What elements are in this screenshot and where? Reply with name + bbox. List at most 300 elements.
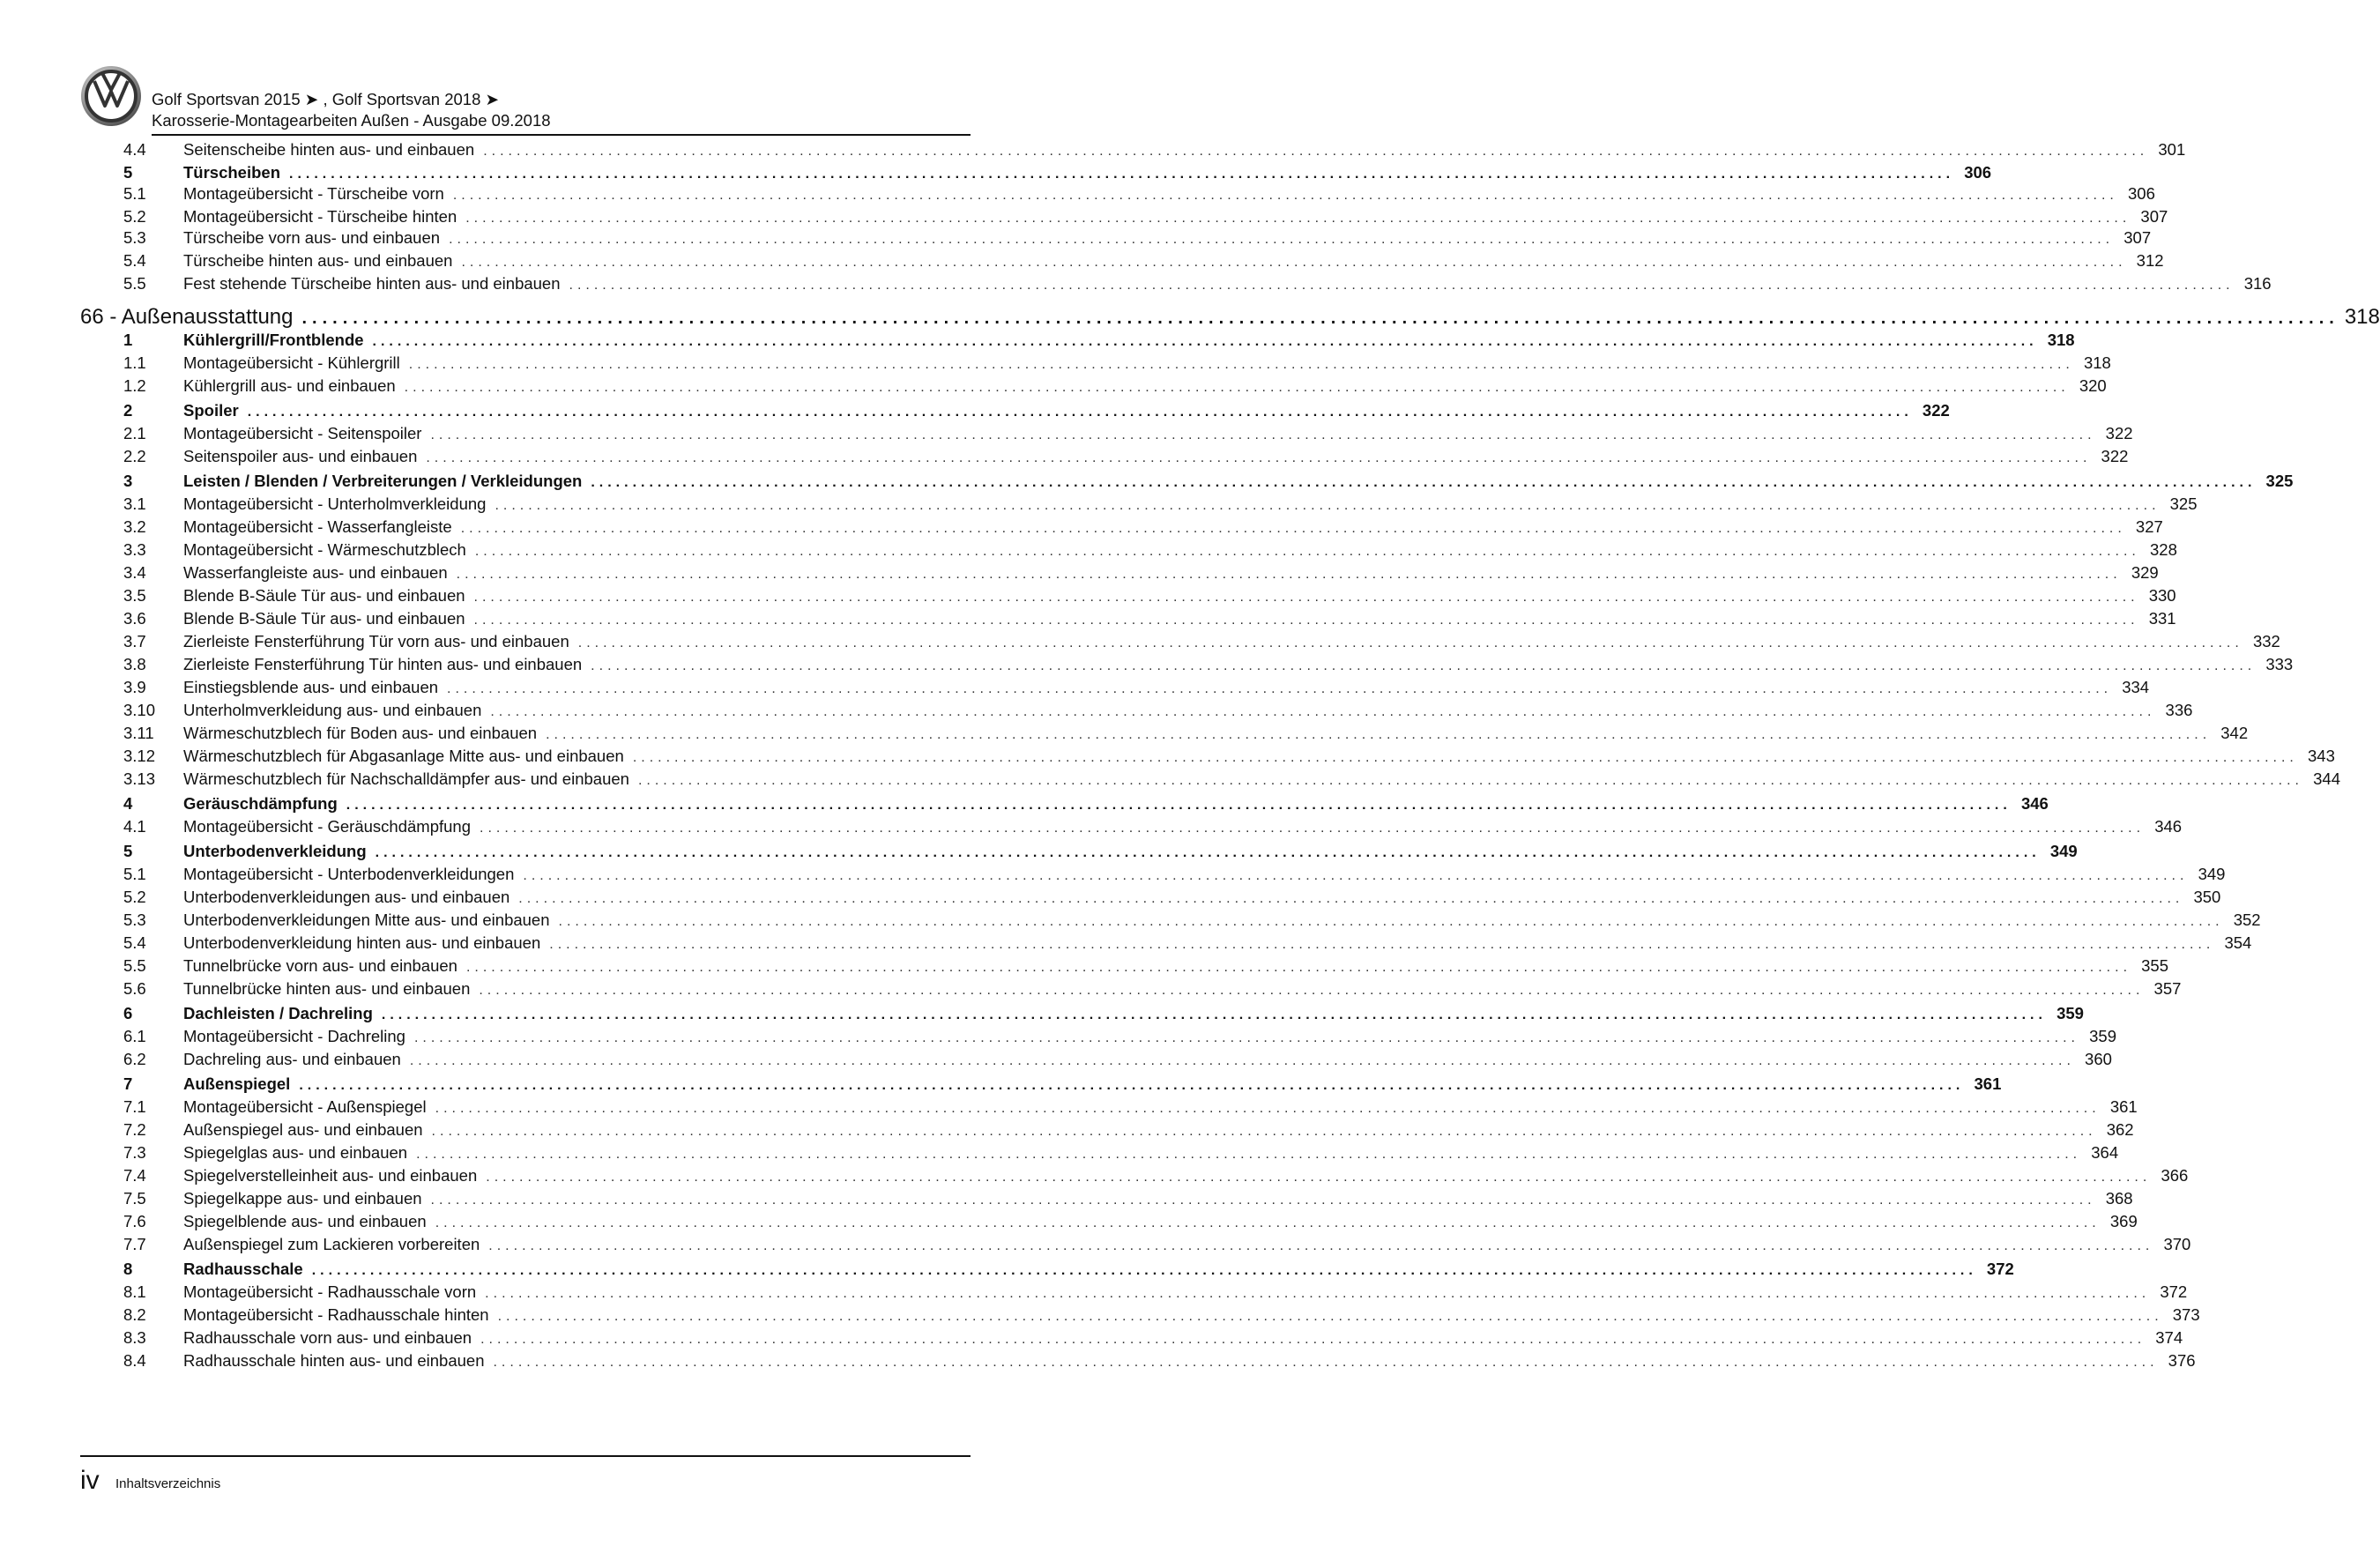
dot-leader: ........................................................................................................................................................................................................: [409, 1053, 2075, 1068]
dot-leader: ........................................................................................................................................................................................................: [483, 144, 2149, 159]
toc-title: Wärmeschutzblech für Nachschalldämpfer aus- und einbauen: [183, 768, 638, 791]
toc-page-number: 357: [2153, 979, 2182, 998]
toc-number: 8.3: [123, 1328, 146, 1347]
toc-page-number: 316: [2243, 274, 2272, 293]
dot-leader: ........................................................................................................................................................................................................: [546, 727, 2212, 742]
toc-item[interactable]: [0, 1119, 2134, 1141]
toc-leader-line: [183, 722, 2249, 745]
toc-number: 5: [123, 163, 133, 182]
toc-title: Montageübersicht - Türscheibe vorn: [183, 182, 453, 205]
toc-item[interactable]: [0, 1327, 2183, 1349]
toc-number: 2: [123, 401, 133, 420]
toc-number: 3.5: [123, 586, 146, 605]
dot-leader: ........................................................................................................................................................................................................: [591, 475, 2257, 490]
toc-number: 7.5: [123, 1189, 146, 1208]
toc-item[interactable]: [0, 932, 2252, 955]
toc-item[interactable]: [0, 1025, 2116, 1048]
toc-title: 66 - Außenausstattung: [80, 302, 302, 332]
toc-leader-line: [183, 1096, 2138, 1119]
dot-leader: ........................................................................................................................................................................................................: [426, 450, 2092, 465]
toc-item[interactable]: [0, 516, 2163, 539]
toc-section[interactable]: [0, 1073, 2002, 1096]
toc-title: Montageübersicht - Wasserfangleiste: [183, 516, 461, 539]
toc-page-number: 362: [2106, 1120, 2134, 1139]
toc-page-number: 369: [2109, 1212, 2138, 1230]
toc-number: 3: [123, 472, 133, 490]
toc-item[interactable]: [0, 1048, 2112, 1071]
dot-leader: ........................................................................................................................................................................................................: [480, 821, 2146, 836]
toc-section[interactable]: [0, 840, 2078, 863]
toc-title: Zierleiste Fensterführung Tür vorn aus- und einbauen: [183, 630, 578, 653]
dot-leader: ........................................................................................................................................................................................................: [449, 232, 2115, 247]
toc-number: 2.1: [123, 424, 146, 442]
toc-page-number: 370: [2163, 1235, 2191, 1253]
toc-title: Fest stehende Türscheibe hinten aus- und einbauen: [183, 272, 569, 295]
dot-leader: ........................................................................................................................................................................................................: [413, 1030, 2079, 1045]
toc-title: Montageübersicht - Wärmeschutzblech: [183, 539, 475, 561]
toc-leader-line: [183, 1327, 2183, 1349]
toc-item[interactable]: [0, 676, 2150, 699]
toc-leader-line: [183, 352, 2111, 375]
toc-number: 6.1: [123, 1027, 146, 1045]
toc-page-number: 361: [2109, 1097, 2138, 1116]
dot-leader: ........................................................................................................................................................................................................: [375, 845, 2041, 860]
toc-leader-line: [183, 1164, 2189, 1187]
toc-title: Türscheiben: [183, 161, 289, 184]
toc-item[interactable]: [0, 539, 2177, 561]
toc-number: 7.3: [123, 1143, 146, 1162]
toc-number: 3.7: [123, 632, 146, 650]
toc-leader-line: [183, 863, 2226, 886]
toc-item[interactable]: [0, 561, 2159, 584]
toc-item[interactable]: [0, 138, 2186, 161]
dot-leader: ........................................................................................................................................................................................................: [523, 868, 2189, 883]
header-subtitle: Karosserie-Montagearbeiten Außen - Ausgabe 09.2018: [152, 111, 551, 130]
toc-page-number: 318: [2083, 353, 2111, 372]
toc-page-number: 322: [2101, 447, 2129, 465]
toc-title: Blende B-Säule Tür aus- und einbauen: [183, 584, 474, 607]
toc-page-number: 307: [2123, 228, 2152, 247]
toc-number: 8: [123, 1260, 133, 1278]
dot-leader: ........................................................................................................................................................................................................: [299, 1078, 1965, 1093]
header-rule: [152, 134, 971, 136]
toc-number: 3.1: [123, 494, 146, 513]
toc-title: Spiegelblende aus- und einbauen: [183, 1210, 435, 1233]
toc-item[interactable]: [0, 352, 2111, 375]
toc-number: 5.6: [123, 979, 146, 998]
toc-page-number: 336: [2165, 701, 2193, 719]
toc-number: 3.3: [123, 540, 146, 559]
toc-leader-line: [183, 1119, 2134, 1141]
toc-title: Unterbodenverkleidung: [183, 840, 376, 863]
toc-page-number: 355: [2141, 956, 2169, 975]
dot-leader: ........................................................................................................................................................................................................: [430, 427, 2096, 442]
toc-title: Tunnelbrücke hinten aus- und einbauen: [183, 977, 479, 1000]
toc-number: 1: [123, 331, 133, 349]
toc-leader-line: [183, 399, 1950, 422]
dot-leader: ........................................................................................................................................................................................................: [465, 211, 2131, 226]
toc-title: Radhausschale: [183, 1258, 312, 1281]
toc-page-number: 354: [2224, 933, 2252, 952]
toc-title: Spiegelkappe aus- und einbauen: [183, 1187, 431, 1210]
toc-number: 3.10: [123, 701, 156, 719]
toc-page-number: 327: [2135, 517, 2163, 536]
toc-number: 3.11: [123, 724, 154, 742]
toc-number: 1.1: [123, 353, 146, 372]
dot-leader: ........................................................................................................................................................................................................: [558, 914, 2224, 929]
dot-leader: ........................................................................................................................................................................................................: [460, 521, 2126, 536]
toc-number: 3.4: [123, 563, 146, 582]
dot-leader: ........................................................................................................................................................................................................: [473, 613, 2139, 628]
toc-number: 7.7: [123, 1235, 146, 1253]
toc-title: Tunnelbrücke vorn aus- und einbauen: [183, 955, 466, 977]
toc-leader-line: [183, 1210, 2138, 1233]
toc-leader-line: [183, 138, 2186, 161]
dot-leader: ........................................................................................................................................................................................................: [452, 188, 2118, 203]
toc-leader-line: [183, 375, 2107, 398]
toc-number: 5.5: [123, 956, 146, 975]
toc-leader-line: [183, 1233, 2191, 1256]
toc-number: 5.5: [123, 274, 146, 293]
toc-page-number: 368: [2105, 1189, 2133, 1208]
toc-title: Wärmeschutzblech für Abgasanlage Mitte aus- und einbauen: [183, 745, 633, 768]
toc-page-number: 332: [2252, 632, 2280, 650]
toc-item[interactable]: [0, 977, 2182, 1000]
toc-leader-line: [183, 676, 2150, 699]
dot-leader: ........................................................................................................................................................................................................: [474, 544, 2140, 559]
toc-number: 7: [123, 1074, 133, 1093]
toc-title: Zierleiste Fensterführung Tür hinten aus- und einbauen: [183, 653, 591, 676]
footer-rule: [80, 1455, 971, 1457]
toc-page-number: 318: [2344, 305, 2380, 329]
toc-item[interactable]: [0, 493, 2198, 516]
dot-leader: ........................................................................................................................................................................................................: [465, 960, 2132, 975]
toc-page-number: 346: [2020, 794, 2049, 813]
toc-title: Blende B-Säule Tür aus- und einbauen: [183, 607, 474, 630]
toc-page-number: 331: [2148, 609, 2176, 628]
toc-leader-line: [183, 840, 2078, 863]
toc-number: 3.2: [123, 517, 146, 536]
toc-item[interactable]: [0, 1096, 2138, 1119]
toc-number: 5.3: [123, 228, 146, 247]
toc-number: 7.6: [123, 1212, 146, 1230]
toc-title: Montageübersicht - Türscheibe hinten: [183, 205, 465, 228]
toc-item[interactable]: [0, 227, 2152, 249]
dot-leader: ........................................................................................................................................................................................................: [247, 405, 1913, 420]
toc-page-number: 320: [2079, 376, 2107, 395]
toc-leader-line: [183, 699, 2193, 722]
toc-title: Kühlergrill/Frontblende: [183, 329, 373, 352]
toc-page-number: 344: [2313, 769, 2340, 788]
dot-leader: ........................................................................................................................................................................................................: [632, 750, 2298, 765]
toc-page-number: 328: [2150, 540, 2177, 559]
toc-title: Seitenscheibe hinten aus- und einbauen: [183, 138, 483, 161]
toc-title: Montageübersicht - Außenspiegel: [183, 1096, 435, 1119]
toc-item[interactable]: [0, 1281, 2188, 1304]
toc-title: Spoiler: [183, 399, 248, 422]
toc-leader-line: [183, 470, 2294, 493]
dot-leader: ........................................................................................................................................................................................................: [311, 1263, 1977, 1278]
toc-section[interactable]: [0, 792, 2049, 815]
dot-leader: ........................................................................................................................................................................................................: [637, 773, 2303, 788]
toc-item[interactable]: [0, 653, 2294, 676]
header-title: Golf Sportsvan 2015 ➤ , Golf Sportsvan 2018 ➤: [152, 90, 500, 108]
toc-number: 5.3: [123, 911, 146, 929]
toc-page-number: 366: [2161, 1166, 2189, 1185]
toc-page-number: 312: [2136, 251, 2164, 270]
toc-title: Radhausschale hinten aus- und einbauen: [183, 1349, 493, 1372]
toc-page-number: 372: [1986, 1260, 2014, 1278]
toc-section[interactable]: [0, 1002, 2084, 1025]
toc-number: 5.1: [123, 865, 146, 883]
dot-leader: ........................................................................................................................................................................................................: [456, 567, 2122, 582]
toc-number: 3.13: [123, 769, 156, 788]
dot-leader: ........................................................................................................................................................................................................: [447, 681, 2113, 696]
toc-item[interactable]: [0, 584, 2176, 607]
toc-section[interactable]: [0, 470, 2294, 493]
dot-leader: ........................................................................................................................................................................................................: [569, 278, 2235, 293]
toc-title: Leisten / Blenden / Verbreiterungen / Verkleidungen: [183, 470, 591, 493]
toc-leader-line: [183, 792, 2049, 815]
toc-item[interactable]: [0, 886, 2221, 909]
toc-item[interactable]: [0, 205, 2168, 228]
toc-title: Kühlergrill aus- und einbauen: [183, 375, 405, 398]
toc-item[interactable]: [0, 1141, 2119, 1164]
toc-item[interactable]: [0, 1233, 2191, 1256]
toc-page-number: 359: [2089, 1027, 2116, 1045]
toc-item[interactable]: [0, 955, 2169, 977]
dot-leader: ........................................................................................................................................................................................................: [289, 167, 1955, 182]
toc-page-number: 330: [2148, 586, 2176, 605]
toc-leader-line: [183, 1002, 2084, 1025]
toc-title: Unterbodenverkleidung hinten aus- und einbauen: [183, 932, 549, 955]
toc-item[interactable]: [0, 863, 2226, 886]
toc-page-number: 346: [2154, 817, 2183, 836]
toc-item[interactable]: [0, 909, 2261, 932]
toc-leader-line: [183, 630, 2280, 653]
toc-page-number: 306: [2128, 184, 2155, 203]
toc-title: Montageübersicht - Geräuschdämpfung: [183, 815, 480, 838]
toc-page-number: 350: [2193, 888, 2221, 906]
toc-title: Geräuschdämpfung: [183, 792, 346, 815]
toc-page-number: 333: [2265, 655, 2294, 673]
toc-title: Einstiegsblende aus- und einbauen: [183, 676, 447, 699]
dot-leader: ........................................................................................................................................................................................................: [431, 1124, 2097, 1139]
toc-item[interactable]: [0, 768, 2340, 791]
dot-leader: ........................................................................................................................................................................................................: [372, 334, 2038, 349]
toc-title: Türscheibe hinten aus- und einbauen: [183, 249, 461, 272]
toc-page-number: 361: [1974, 1074, 2002, 1093]
toc-item[interactable]: [0, 815, 2183, 838]
toc-item[interactable]: [0, 699, 2193, 722]
toc-number: 8.2: [123, 1305, 146, 1324]
toc-title: Montageübersicht - Dachreling: [183, 1025, 414, 1048]
toc-number: 8.1: [123, 1282, 146, 1301]
toc-page-number: 343: [2308, 747, 2335, 765]
toc-item[interactable]: [0, 375, 2107, 398]
toc-title: Unterbodenverkleidungen aus- und einbauen: [183, 886, 518, 909]
toc-page-number: 307: [2140, 207, 2168, 226]
toc-leader-line: [183, 1048, 2112, 1071]
toc-title: Wärmeschutzblech für Boden aus- und einbauen: [183, 722, 546, 745]
toc-title: Spiegelglas aus- und einbauen: [183, 1141, 416, 1164]
toc-item[interactable]: [0, 1304, 2200, 1327]
toc-leader-line: [183, 1258, 2014, 1281]
dot-leader: ........................................................................................................................................................................................................: [301, 308, 2339, 328]
toc-item[interactable]: [0, 630, 2280, 653]
toc-title: Montageübersicht - Radhausschale hinten: [183, 1304, 498, 1327]
toc-title: Dachreling aus- und einbauen: [183, 1048, 410, 1071]
toc-title: Radhausschale vorn aus- und einbauen: [183, 1327, 480, 1349]
toc-leader-line: [183, 561, 2159, 584]
dot-leader: ........................................................................................................................................................................................................: [381, 1007, 2047, 1022]
toc-number: 3.12: [123, 747, 156, 765]
toc-number: 3.9: [123, 678, 146, 696]
toc-leader-line: [183, 768, 2340, 791]
toc-number: 6.2: [123, 1050, 146, 1068]
toc-number: 5.1: [123, 184, 146, 203]
dot-leader: ........................................................................................................................................................................................................: [497, 1309, 2163, 1324]
toc-leader-line: [183, 422, 2133, 445]
toc-number: 3.6: [123, 609, 146, 628]
toc-leader-line: [183, 1025, 2116, 1048]
dot-leader: ........................................................................................................................................................................................................: [486, 1170, 2152, 1185]
dot-leader: ........................................................................................................................................................................................................: [473, 590, 2139, 605]
toc-number: 6: [123, 1004, 133, 1022]
toc-leader-line: [183, 909, 2261, 932]
toc-title: Unterholmverkleidung aus- und einbauen: [183, 699, 490, 722]
toc-item[interactable]: [0, 422, 2133, 445]
toc-leader-line: [183, 1187, 2133, 1210]
toc-page-number: 306: [1964, 163, 1992, 182]
toc-leader-line: [183, 653, 2294, 676]
toc-section[interactable]: [0, 1258, 2014, 1281]
toc-page-number: 325: [2169, 494, 2198, 513]
toc-chapter[interactable]: [0, 302, 2380, 332]
toc-leader-line: [183, 977, 2182, 1000]
toc-page-number: 334: [2122, 678, 2150, 696]
toc-item[interactable]: [0, 745, 2335, 768]
toc-leader-line: [183, 329, 2075, 352]
toc-leader-line: [183, 182, 2155, 205]
toc-page-number: 342: [2220, 724, 2249, 742]
toc-title: Montageübersicht - Unterholmverkleidung: [183, 493, 495, 516]
toc-item[interactable]: [0, 722, 2249, 745]
toc-number: 2.2: [123, 447, 146, 465]
toc-leader-line: [183, 161, 1992, 184]
dot-leader: ........................................................................................................................................................................................................: [408, 357, 2074, 372]
toc-title: Unterbodenverkleidungen Mitte aus- und einbauen: [183, 909, 559, 932]
toc-leader-line: [183, 539, 2177, 561]
toc-item[interactable]: [0, 607, 2176, 630]
toc-leader-line: [183, 955, 2169, 977]
toc-page-number: 322: [2105, 424, 2133, 442]
toc-title: Seitenspoiler aus- und einbauen: [183, 445, 426, 468]
toc-leader-line: [183, 745, 2335, 768]
toc-title: Außenspiegel aus- und einbauen: [183, 1119, 432, 1141]
toc-leader-line: [183, 227, 2152, 249]
dot-leader: ........................................................................................................................................................................................................: [480, 1332, 2146, 1347]
toc-leader-line: [183, 249, 2164, 272]
toc-leader-line: [80, 302, 2380, 332]
toc-page-number: 373: [2172, 1305, 2200, 1324]
dot-leader: ........................................................................................................................................................................................................: [430, 1193, 2096, 1208]
toc-page-number: 349: [2049, 842, 2078, 860]
toc-number: 5.4: [123, 251, 146, 270]
toc-title: Wasserfangleiste aus- und einbauen: [183, 561, 457, 584]
toc-page-number: 301: [2158, 140, 2186, 159]
toc-item[interactable]: [0, 1210, 2138, 1233]
toc-item[interactable]: [0, 182, 2155, 205]
toc-number: 5.2: [123, 888, 146, 906]
toc-leader-line: [183, 932, 2252, 955]
toc-item[interactable]: [0, 1164, 2189, 1187]
toc-number: 4: [123, 794, 133, 813]
toc-number: 4.1: [123, 817, 146, 836]
toc-item[interactable]: [0, 249, 2164, 272]
toc-leader-line: [183, 815, 2183, 838]
toc-section[interactable]: [0, 329, 2075, 352]
toc-title: Montageübersicht - Kühlergrill: [183, 352, 409, 375]
toc-number: 7.2: [123, 1120, 146, 1139]
dot-leader: ........................................................................................................................................................................................................: [346, 798, 2012, 813]
toc-leader-line: [183, 205, 2168, 228]
toc-section[interactable]: [0, 161, 1992, 184]
toc-page-number: 352: [2233, 911, 2261, 929]
footer-page-number: iv: [80, 1466, 100, 1495]
dot-leader: ........................................................................................................................................................................................................: [461, 255, 2127, 270]
dot-leader: ........................................................................................................................................................................................................: [435, 1101, 2101, 1116]
toc-item[interactable]: [0, 1187, 2133, 1210]
dot-leader: ........................................................................................................................................................................................................: [495, 498, 2161, 513]
dot-leader: ........................................................................................................................................................................................................: [591, 658, 2257, 673]
toc-number: 5.4: [123, 933, 146, 952]
dot-leader: ........................................................................................................................................................................................................: [404, 380, 2070, 395]
toc-leader-line: [183, 493, 2198, 516]
dot-leader: ........................................................................................................................................................................................................: [493, 1355, 2159, 1370]
toc-title: Montageübersicht - Radhausschale vorn: [183, 1281, 485, 1304]
dot-leader: ........................................................................................................................................................................................................: [416, 1147, 2082, 1162]
toc-leader-line: [183, 1281, 2188, 1304]
toc-leader-line: [183, 1349, 2196, 1372]
toc-title: Spiegelverstelleinheit aus- und einbauen: [183, 1164, 486, 1187]
header-text: [152, 89, 551, 131]
toc-section[interactable]: [0, 399, 1950, 422]
toc-number: 3.8: [123, 655, 146, 673]
toc-leader-line: [183, 1304, 2200, 1327]
toc-leader-line: [183, 1073, 2002, 1096]
dot-leader: ........................................................................................................................................................................................................: [490, 704, 2156, 719]
dot-leader: ........................................................................................................................................................................................................: [488, 1238, 2154, 1253]
toc-item[interactable]: [0, 1349, 2196, 1372]
toc-number: 7.4: [123, 1166, 146, 1185]
toc-page-number: 360: [2085, 1050, 2112, 1068]
toc-page-number: 329: [2131, 563, 2159, 582]
dot-leader: ........................................................................................................................................................................................................: [485, 1286, 2151, 1301]
toc-item[interactable]: [0, 445, 2129, 468]
toc-page-number: 359: [2056, 1004, 2084, 1022]
toc-title: Montageübersicht - Unterbodenverkleidungen: [183, 863, 523, 886]
toc-number: 4.4: [123, 140, 146, 159]
toc-page-number: 318: [2047, 331, 2075, 349]
toc-number: 7.1: [123, 1097, 146, 1116]
toc-page-number: 376: [2168, 1351, 2196, 1370]
footer-label: Inhaltsverzeichnis: [115, 1476, 221, 1491]
dot-leader: ........................................................................................................................................................................................................: [549, 937, 2215, 952]
toc-item[interactable]: [0, 272, 2272, 295]
toc-page-number: 372: [2160, 1282, 2188, 1301]
toc-leader-line: [183, 272, 2272, 295]
